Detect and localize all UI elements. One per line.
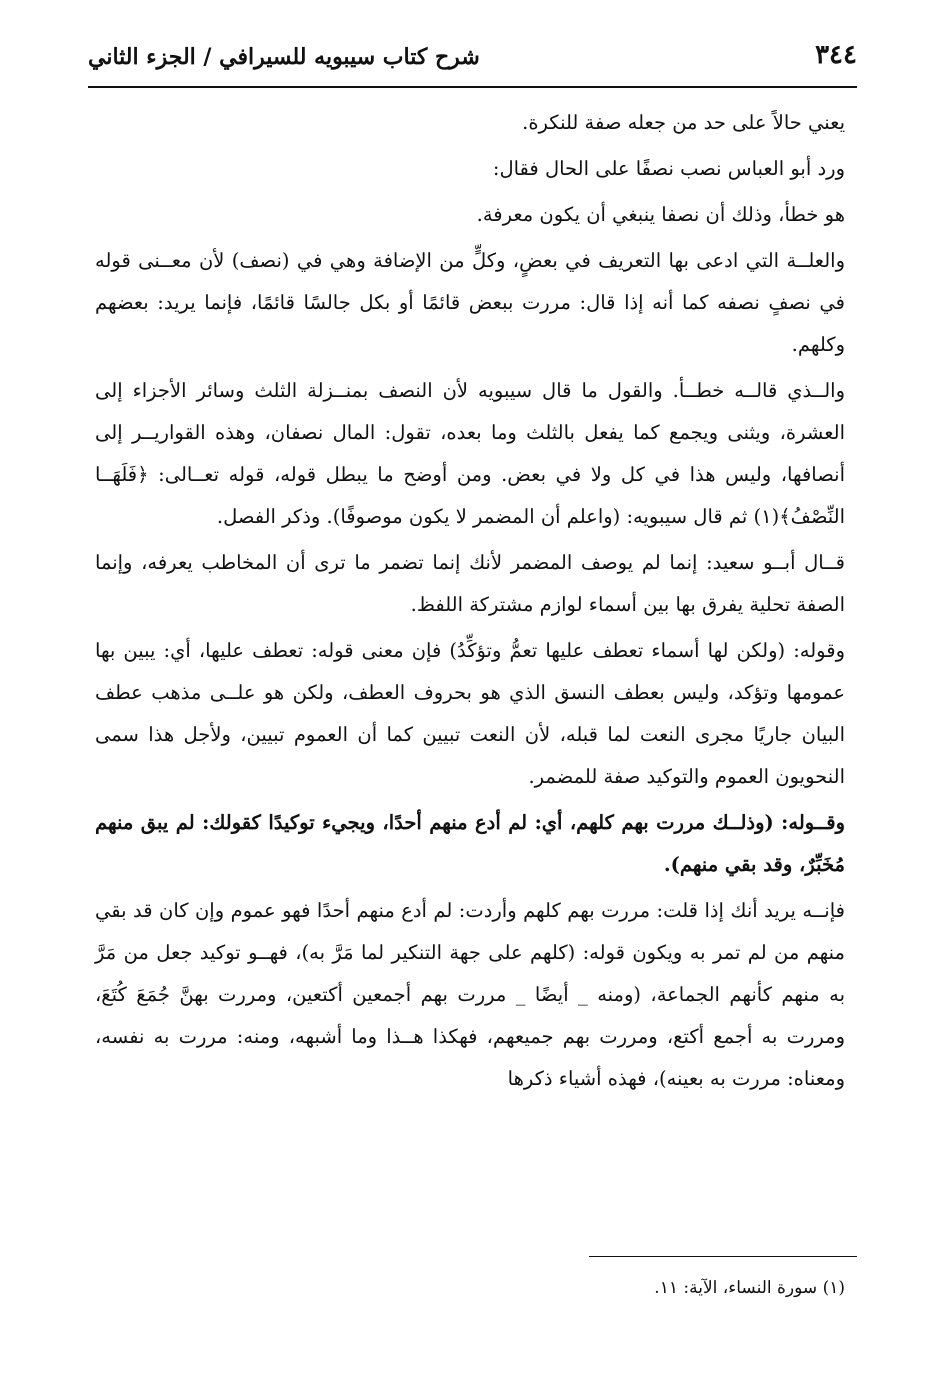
body-text (95, 102, 845, 1104)
paragraph: والعلــة التي ادعى بها التعريف في بعضٍ، وكلٍّ من الإضافة وهي في (نصف) لأن معــنى قوله في نصفٍ نصفه كما أنه إذا قال: مررت ببعض قائمًا أو بكل جالسًا قائمًا، فإنما يريد: بعضهم وكلهم. (95, 249, 845, 356)
paragraph: فإنــه يريد أنك إذا قلت: مررت بهم كلهم وأردت: لم أدع منهم أحدًا فهو عموم وإن كان قد بقي منهم من لم تمر به ويكون قوله: (كلهم على جهة التنكير لما مَرَّ به)، فهــو توكيد جعل من مَرَّ به منهم كأنهم الجماعة، (ومنه _ أيضًا _ مررت بهم أجمعين أكتعين، ومررت بهنَّ جُمَعَ كُتَعَ، ومررت به أجمع أكتع، ومررت بهم جميعهم، فهكذا هــذا وما أشبهه، ومنه: مررت به نفسه، ومعناه: مررت به بعينه)، فهذه أشياء ذكرها (95, 899, 845, 1090)
footnote: (١) سورة النساء، الآية: ١١. (654, 1278, 845, 1298)
paragraph: يعني حالاً على حد من جعله صفة للنكرة. (522, 111, 845, 134)
page-number: ٣٤٤ (815, 40, 857, 70)
paragraph: والــذي قالــه خطــأ. والقول ما قال سيبويه لأن النصف بمنــزلة الثلث وسائر الأجزاء إلى العشرة، ويثنى ويجمع كما يفعل بالثلث وما بعده، تقول: المال نصفان، وهذه القواريــر إلى أنصافها، وليس هذا في كل ولا في بعض. ومن أوضح ما يبطل قوله، قوله تعــالى: ﴿فَلَهَــا النِّصْفُ﴾(١) ثم قال سيبويه: (واعلم أن المضمر لا يكون موصوفًا). وذكر الفصل. (95, 379, 845, 528)
paragraph: وقــوله: (وذلــك مررت بهم كلهم، أي: لم أدع منهم أحدًا، ويجيء توكيدًا كقولك: لم يبق منهم مُخَبِّرٌ، وقد بقي منهم). (95, 811, 845, 876)
running-title: شرح كتاب سيبويه للسيرافي / الجزء الثاني (88, 44, 480, 70)
footnote-divider (589, 1256, 857, 1257)
paragraph: هو خطأ، وذلك أن نصفا ينبغي أن يكون معرفة. (476, 203, 845, 226)
paragraph: قــال أبــو سعيد: إنما لم يوصف المضمر لأنك إنما تضمر ما ترى أن المخاطب يعرفه، وإنما الصفة تحلية يفرق بها بين أسماء لوازم مشتركة اللفظ. (95, 551, 845, 616)
paragraph: وقوله: (ولكن لها أسماء تعطف عليها تعمُّ وتؤكِّدُ) فإن معنى قوله: تعطف عليها، أي: يبين بها عمومها وتؤكد، وليس بعطف النسق الذي هو بحروف العطف، ولكن هو علــى مذهب عطف البيان جاريًا مجرى النعت لما قبله، لأن النعت تبيين كما أن العموم تبيين، ولأجل هذا سمى النحويون العموم والتوكيد صفة للمضمر. (95, 639, 845, 788)
page-header (88, 38, 857, 88)
paragraph: ورد أبو العباس نصب نصفًا على الحال فقال: (492, 157, 845, 180)
